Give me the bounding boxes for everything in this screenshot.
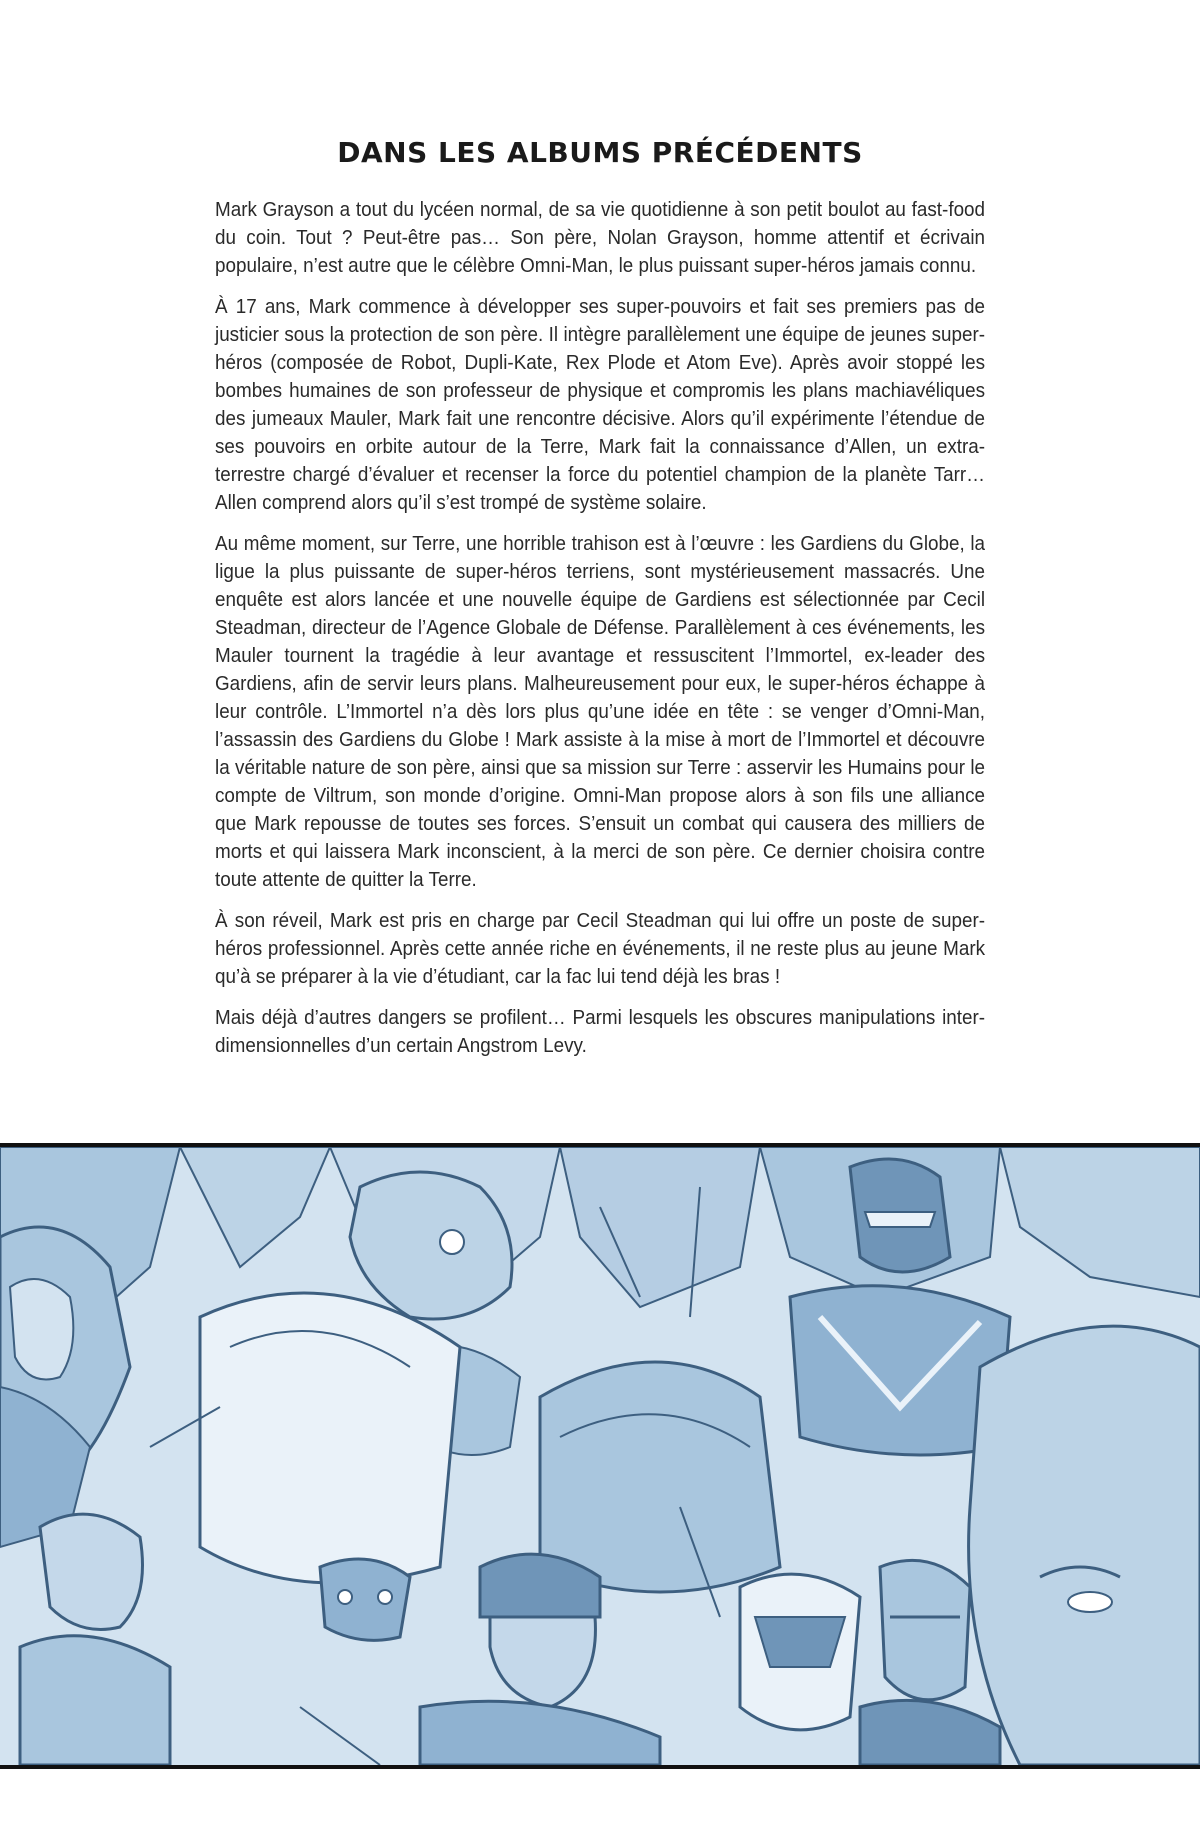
summary-paragraph-5: Mais déjà d’autres dangers se profilent… Parmi lesquels les obscures manipulations inter-dimensionnelles d’un certain Angstrom Levy. xyxy=(215,1006,986,1057)
summary-paragraph-3: Au même moment, sur Terre, une horrible trahison est à l’œuvre : les Gardiens du Globe, la ligue la plus puissante de super-héros terriens, sont mystérieusement massacrés. Une enquête est alors lancée et une nouvelle équipe de Gardiens est sélectionnée par Cecil Steadman, directeur de l’Agence Globale de Défense. Parallèlement à ces événements, les Mauler tournent la tragédie à leur avantage et ressuscitent l’Immortel, ex-leader des Gardiens, afin de servir leurs plans. Malheureusement pour eux, le super-héros échappe à leur contrôle. L’Immortel n’a dès lors plus qu’une idée en tête : se venger d’Omni-Man, l’assassin des Gardiens du Globe ! Mark assiste à la mise à mort de l’Immortel et découvre la véritable nature de son père, ainsi que sa mission sur Terre : asservir les Humains pour le compte de Viltrum, son monde d’origine. Omni-Man propose alors à son fils une alliance que Mark repousse de toutes ses forces. S’ensuit un combat qui causera des milliers de morts et qui laissera Mark inconscient, à la merci de son père. Ce dernier choisira contre toute attente de quitter la Terre. xyxy=(215,532,986,891)
page-title: DANS LES ALBUMS PRÉCÉDENTS xyxy=(337,136,863,169)
illustration-art xyxy=(0,1147,1200,1765)
summary-paragraph-2: À 17 ans, Mark commence à développer ses super-pouvoirs et fait ses premiers pas de justicier sous la protection de son père. Il intègre parallèlement une équipe de jeunes super-héros (composée de Robot, Dupli-Kate, Rex Plode et Atom Eve). Après avoir stoppé les bombes humaines de son professeur de physique et compromis les plans machiavéliques des jumeaux Mauler, Mark fait une rencontre décisive. Alors qu’il expérimente l’étendue de ses pouvoirs en orbite autour de la Terre, Mark fait la connaissance d’Allen, un extra-terrestre chargé d’évaluer et recenser la force du potentiel champion de la planète Tarr… Allen comprend alors qu’il s’est trompé de système solaire. xyxy=(215,295,986,514)
summary-paragraph-4: À son réveil, Mark est pris en charge par Cecil Steadman qui lui offre un poste de super-héros professionnel. Après cette année riche en événements, il ne reste plus au jeune Mark qu’à se préparer à la vie d’étudiant, car la fac lui tend déjà les bras ! xyxy=(215,909,986,988)
illustration-panel xyxy=(0,1143,1200,1769)
summary-paragraph-1: Mark Grayson a tout du lycéen normal, de sa vie quotidienne à son petit boulot au fast-food du coin. Tout ? Peut-être pas… Son père, Nolan Grayson, homme attentif et écrivain populaire, n’est autre que le célèbre Omni-Man, le plus puissant super-héros jamais connu. xyxy=(215,198,986,277)
summary-text xyxy=(215,196,985,1073)
